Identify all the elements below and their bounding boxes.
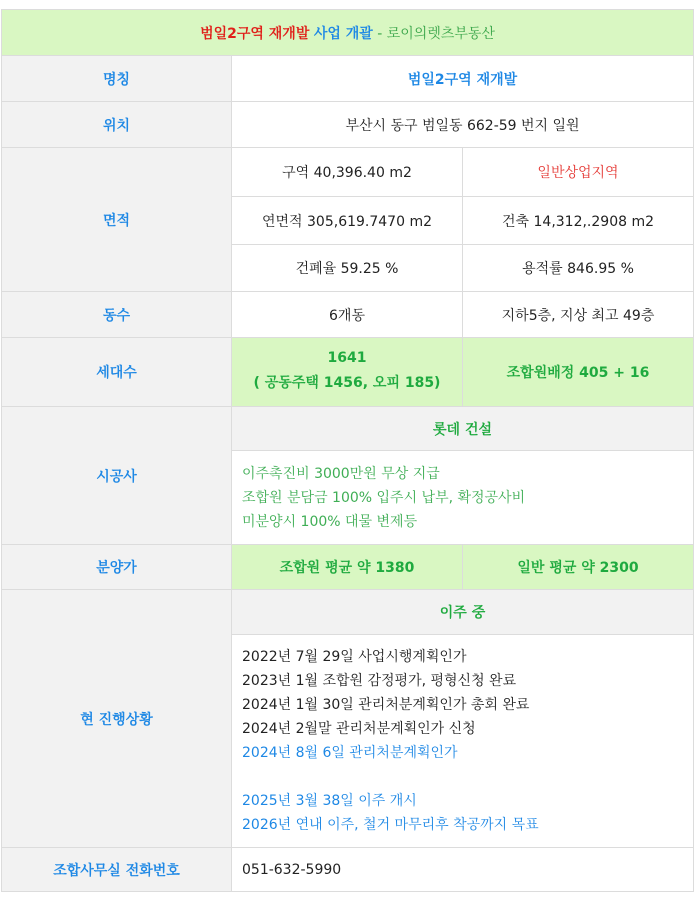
value-price-general: 일반 평균 약 2300: [463, 545, 694, 590]
status-timeline: [232, 635, 694, 848]
timeline-item: 2024년 1월 30일 관리처분계획인가 총회 완료: [242, 697, 530, 713]
row-area-1: [2, 148, 694, 197]
value-phone: 051-632-5990: [232, 848, 694, 892]
label-households: 세대수: [2, 338, 232, 407]
households-total: 1641: [327, 350, 367, 366]
label-area: 면적: [2, 148, 232, 292]
row-price: [2, 545, 694, 590]
label-location: 위치: [2, 102, 232, 148]
label-price: 분양가: [2, 545, 232, 590]
row-builder-1: [2, 407, 694, 451]
title-blue: 사업 개괄: [313, 25, 373, 42]
builder-note: 조합원 분담금 100% 입주시 납부, 확정공사비: [242, 489, 526, 506]
value-status-current: 이주 중: [232, 590, 694, 635]
row-buildings: [2, 292, 694, 338]
value-building-count: 6개동: [232, 292, 463, 338]
timeline-item: 2022년 7월 29일 사업시행계획인가: [242, 649, 467, 665]
value-floor-area: 연면적 305,619.7470 m2: [232, 197, 463, 245]
timeline-item: 2026년 연내 이주, 철거 마무리후 착공까지 목표: [242, 817, 539, 833]
value-name: 범일2구역 재개발: [232, 56, 694, 102]
timeline-item: 2024년 8월 6일 관리처분계획인가: [242, 745, 458, 761]
value-price-member: 조합원 평균 약 1380: [232, 545, 463, 590]
timeline-item: 2025년 3월 38일 이주 개시: [242, 793, 417, 809]
label-buildings: 동수: [2, 292, 232, 338]
label-name: 명칭: [2, 56, 232, 102]
title-source: - 로이의렛츠부동산: [377, 25, 495, 42]
builder-note: 미분양시 100% 대물 변제등: [242, 513, 418, 530]
timeline-item: 2024년 2월말 관리처분계획인가 신청: [242, 721, 476, 737]
value-location: 부산시 동구 범일동 662-59 번지 일원: [232, 102, 694, 148]
title-row: [2, 10, 694, 56]
households-breakdown: ( 공동주택 1456, 오피 185): [253, 375, 441, 391]
row-status-1: [2, 590, 694, 635]
value-floors: 지하5층, 지상 최고 49층: [463, 292, 694, 338]
timeline-item: 2023년 1월 조합원 감정평가, 평형신청 완료: [242, 673, 517, 689]
timeline-spacer: [242, 765, 683, 789]
row-location: [2, 102, 694, 148]
value-zone-area: 구역 40,396.40 m2: [232, 148, 463, 197]
title-red: 범일2구역 재개발: [200, 25, 310, 42]
value-far: 용적률 846.95 %: [463, 245, 694, 292]
builder-notes: [232, 451, 694, 545]
label-phone: 조합사무실 전화번호: [2, 848, 232, 892]
row-phone: [2, 848, 694, 892]
value-households-total: [232, 338, 463, 407]
value-member-allocation: 조합원배정 405 + 16: [463, 338, 694, 407]
label-builder: 시공사: [2, 407, 232, 545]
value-building-area: 건축 14,312,.2908 m2: [463, 197, 694, 245]
row-households: [2, 338, 694, 407]
value-coverage: 건폐율 59.25 %: [232, 245, 463, 292]
row-name: [2, 56, 694, 102]
builder-note: 이주촉진비 3000만원 무상 지급: [242, 465, 440, 482]
value-builder-name: 롯데 건설: [232, 407, 694, 451]
project-overview-table: [1, 9, 694, 892]
value-zone-type: 일반상업지역: [463, 148, 694, 197]
table-title: [2, 10, 694, 56]
label-status: 현 진행상황: [2, 590, 232, 848]
